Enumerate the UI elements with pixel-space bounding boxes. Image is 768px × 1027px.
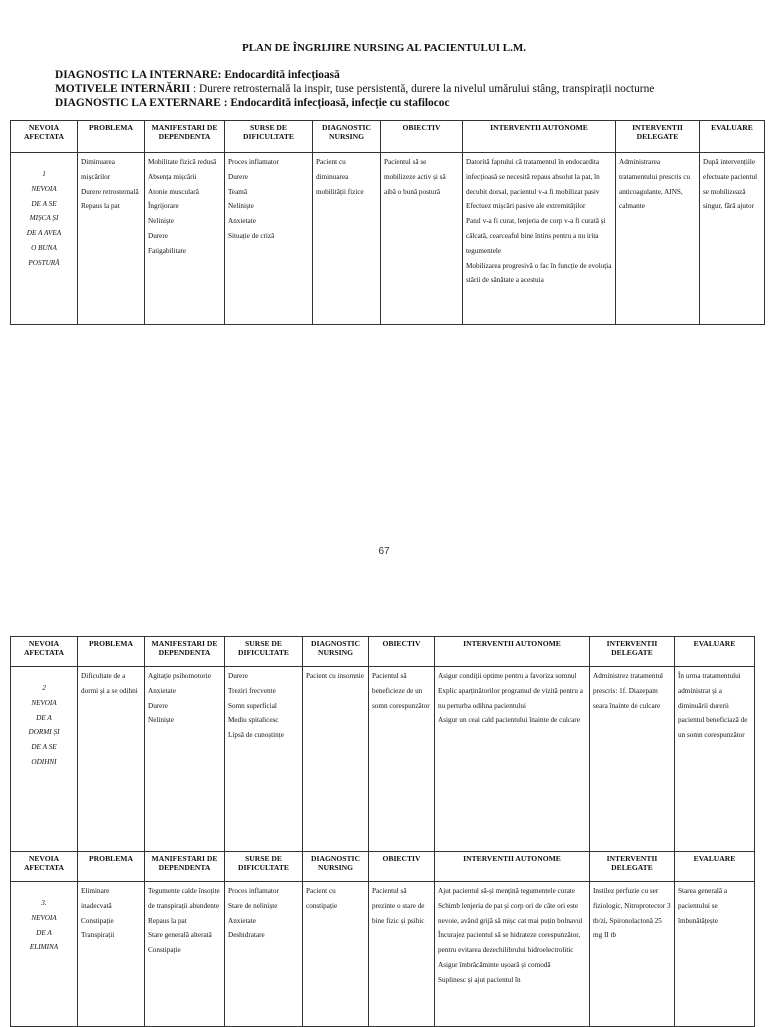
cell-line: Lipsă de cunoștințe (228, 731, 284, 740)
cell-line: Diminuarea mișcărilor (81, 158, 115, 181)
obiectiv-cell (369, 667, 435, 852)
col-header-nevoia: NEVOIA AFECTATA (11, 852, 78, 882)
diagnostic-internare-label: DIAGNOSTIC LA INTERNARE: (55, 69, 225, 81)
cell-line: Stare de neliniște (228, 901, 278, 910)
col-header-problema: PROBLEMA (78, 121, 145, 153)
diagnostic-internare (55, 68, 340, 82)
col-header-evaluare: EVALUARE (700, 121, 765, 153)
cell-line: ODIHNI (31, 757, 57, 766)
cell-line: DE A SE (31, 199, 57, 208)
col-header-autonome: INTERVENTII AUTONOME (435, 637, 590, 667)
cell-line: Constipație (148, 946, 181, 955)
cell-line: Deshidratare (228, 931, 265, 940)
diagnostic-internare-value: Endocardită infecțioasă (224, 69, 340, 81)
table-header-row (11, 121, 765, 153)
cell-line: Constipație (81, 916, 114, 925)
cell-line: NEVOIA (31, 913, 57, 922)
delegate-cell (616, 153, 700, 325)
cell-line: POSTURĂ (28, 258, 60, 267)
cell-line: Starea generală a pacientului se îmbunătățește (678, 887, 728, 925)
obiectiv-cell (381, 153, 463, 325)
cell-line: DE A (36, 713, 52, 722)
evaluare-cell (675, 882, 755, 1027)
cell-line: Îngrijorare (148, 202, 179, 211)
cell-line: Suplinesc și ajut pacientul în (438, 975, 521, 984)
motivele-internarii (55, 82, 654, 96)
table-header-row (11, 852, 755, 882)
nevoia-cell (11, 667, 78, 852)
cell-line: ELIMINA (29, 943, 59, 952)
cell-line: Asigur condiții optime pentru a favoriza somnul (438, 672, 577, 680)
nevoia-cell (11, 153, 78, 325)
surse-cell (225, 153, 313, 325)
col-header-surse: SURSE DE DIFICULTATE (225, 852, 303, 882)
cell-line: Asigur îmbrăcăminte ușoară și comodă (438, 960, 551, 969)
cell-line: Asigur un ceai cald pacientului înainte de culcare (438, 716, 580, 725)
cell-line: Pacient cu diminuarea mobilității fizice (316, 158, 364, 196)
autonome-cell (435, 667, 590, 852)
cell-line: Schimb lenjeria de pat și corp ori de câte ori este nevoie, având grijă să mișc cat mai puțin bolnavul (438, 901, 583, 925)
cell-line: După intervențiile efectuate pacientul se mobilizează singur, fără ajutor (703, 158, 758, 211)
table-row (11, 667, 755, 852)
cell-line: Anxietate (148, 686, 176, 695)
cell-line: Pacientul să prezinte o stare de bine fizic și psihic (372, 887, 425, 925)
cell-line: Proces inflamator (228, 158, 279, 166)
col-header-autonome: INTERVENTII AUTONOME (463, 121, 616, 153)
cell-line: Neliniște (148, 716, 174, 725)
cell-line: Încurajez pacientul să se hidrateze corespunzător, pentru evitarea dezechilibrului hidroelectrolitic (438, 931, 581, 955)
cell-line: Durere (228, 672, 248, 680)
cell-line: Agitație psihomotorie (148, 672, 211, 680)
cell-line: Instilez perfuzie cu ser fiziologic, Nitroprotector 3 tb/zi, Spironolactonă 25 mg II tb (593, 887, 671, 940)
cell-line: Efectuez mișcări pasive ale extremităților (466, 202, 586, 211)
cell-line: Pacientul să se mobilizeze activ și să aibă o bună postură (384, 158, 446, 196)
cell-line: DE A SE (31, 743, 57, 752)
nevoia-cell (11, 882, 78, 1027)
surse-cell (225, 882, 303, 1027)
cell-line: Fatigabilitate (148, 246, 186, 255)
autonome-cell (435, 882, 590, 1027)
motivele-internarii-value: : Durere retrosternală la inspir, tuse persistentă, durere la nivelul umărului stâng, transpirații nocturne (190, 83, 655, 95)
evaluare-cell (700, 153, 765, 325)
table-row (11, 882, 755, 1027)
cell-line: Administrarea tratamentului prescris cu anticoagulante, AINS, calmante (619, 158, 691, 211)
col-header-problema: PROBLEMA (78, 852, 145, 882)
problema-cell (78, 667, 145, 852)
delegate-cell (590, 667, 675, 852)
col-header-diagnostic: DIAGNOSTIC NURSING (303, 852, 369, 882)
cell-line: Repaus la pat (148, 916, 187, 925)
cell-line: Patul v-a fi curat, lenjeria de corp v-a fi curată și călcată, cearceaful bine întins pentru a nu irita tegumentele (466, 217, 606, 255)
diagnostic-cell (303, 882, 369, 1027)
cell-line: Tegumente calde însoțite de transpirații abundente (148, 887, 220, 910)
motivele-internarii-label: MOTIVELE INTERNĂRII (55, 83, 191, 95)
obiectiv-cell (369, 882, 435, 1027)
col-header-manifestari: MANIFESTARI DE DEPENDENTA (145, 637, 225, 667)
cell-line: Durere (148, 231, 168, 240)
cell-line: Administrez tratamentul prescris: 1f. Diazepam seara înainte de culcare (593, 672, 664, 710)
cell-line: Eliminare inadecvată (81, 887, 112, 910)
problema-cell (78, 882, 145, 1027)
col-header-obiectiv: OBIECTIV (369, 637, 435, 667)
cell-line: Neliniște (228, 202, 254, 211)
table-header-row (11, 637, 755, 667)
cell-line: Treziri frecvente (228, 686, 276, 695)
diagnostic-externare-label: DIAGNOSTIC LA EXTERNARE (55, 97, 221, 109)
col-header-problema: PROBLEMA (78, 637, 145, 667)
cell-line: Somn superficial (228, 701, 277, 710)
col-header-diagnostic: DIAGNOSTIC NURSING (303, 637, 369, 667)
cell-line: Dificultate de a dormi și a se odihni (81, 672, 138, 695)
col-header-evaluare: EVALUARE (675, 637, 755, 667)
evaluare-cell (675, 667, 755, 852)
diagnostic-externare-value: : Endocardită infecțioasă, infecție cu stafilococ (220, 97, 450, 109)
care-plan-table-1 (10, 120, 765, 325)
cell-line: Mobilizarea progresivă o fac în funcție de evoluția stării de sănătate a acestuia (466, 261, 612, 285)
delegate-cell (590, 882, 675, 1027)
cell-line: Absența mișcării (148, 172, 197, 181)
manifestari-cell (145, 667, 225, 852)
cell-line: Stare generală alterată (148, 931, 212, 940)
cell-line: MIȘCA ȘI (29, 214, 59, 223)
cell-line: DE A AVEA (26, 229, 62, 238)
cell-line: Pacient cu insomnie (306, 672, 364, 680)
cell-line: Durere retrosternală (81, 187, 139, 196)
cell-line: NEVOIA (31, 698, 57, 707)
col-header-manifestari: MANIFESTARI DE DEPENDENTA (145, 852, 225, 882)
cell-line: Transpirații (81, 931, 115, 940)
cell-line: Anxietate (228, 217, 256, 226)
col-header-autonome: INTERVENTII AUTONOME (435, 852, 590, 882)
cell-line: Datorită faptului că tratamentul în endocardita infecțioasă se necesită repaus absolut la pat, în decubit dorsal, pacientul v-a fi mobilizat pasiv (466, 158, 600, 196)
cell-line: 2 (42, 684, 46, 692)
manifestari-cell (145, 153, 225, 325)
col-header-evaluare: EVALUARE (675, 852, 755, 882)
diagnostic-cell (313, 153, 381, 325)
diagnostic-cell (303, 667, 369, 852)
cell-line: Atonie musculară (148, 187, 199, 196)
cell-line: Situație de criză (228, 231, 275, 240)
cell-line: Durere (228, 172, 248, 181)
col-header-nevoia: NEVOIA AFECTATA (11, 637, 78, 667)
page-number: 67 (378, 546, 390, 557)
manifestari-cell (145, 882, 225, 1027)
cell-line: O BUNA (31, 243, 57, 252)
cell-line: Proces inflamator (228, 887, 279, 895)
autonome-cell (463, 153, 616, 325)
surse-cell (225, 667, 303, 852)
col-header-delegate: INTERVENTII DELEGATE (616, 121, 700, 153)
col-header-diagnostic: DIAGNOSTIC NURSING (313, 121, 381, 153)
col-header-delegate: INTERVENTII DELEGATE (590, 852, 675, 882)
col-header-obiectiv: OBIECTIV (369, 852, 435, 882)
diagnostic-externare (55, 96, 450, 110)
cell-line: Mediu spitalicesc (228, 716, 279, 725)
cell-line: Ajut pacientul să-și mențină tegumentele curate (438, 887, 576, 895)
cell-line: Mobilitate fizică redusă (148, 158, 217, 166)
cell-line: Pacient cu constipație (306, 887, 338, 910)
cell-line: DORMI ȘI (28, 728, 60, 737)
document-title: PLAN DE ÎNGRIJIRE NURSING AL PACIENTULUI L.M. (241, 42, 526, 54)
problema-cell (78, 153, 145, 325)
col-header-obiectiv: OBIECTIV (381, 121, 463, 153)
cell-line: DE A (36, 928, 52, 937)
col-header-delegate: INTERVENTII DELEGATE (590, 637, 675, 667)
cell-line: Durere (148, 701, 168, 710)
col-header-surse: SURSE DE DIFICULTATE (225, 637, 303, 667)
col-header-nevoia: NEVOIA AFECTATA (11, 121, 78, 153)
cell-line: Neliniște (148, 217, 174, 226)
cell-line: Pacientul să beneficieze de un somn corespunzător (372, 672, 430, 710)
cell-line: 1 (42, 170, 46, 178)
cell-line: Explic aparținătorilor programul de vizită pentru a nu perturba odihna pacientului (438, 686, 583, 710)
cell-line: Anxietate (228, 916, 256, 925)
col-header-surse: SURSE DE DIFICULTATE (225, 121, 313, 153)
cell-line: 3. (41, 899, 47, 907)
table-row (11, 153, 765, 325)
cell-line: NEVOIA (31, 184, 57, 193)
cell-line: Repaus la pat (81, 202, 120, 211)
care-plan-table-2 (10, 636, 755, 1027)
cell-line: Teamă (228, 187, 248, 196)
col-header-manifestari: MANIFESTARI DE DEPENDENTA (145, 121, 225, 153)
cell-line: În urma tratamentului administrat și a diminuării durerii pacientul beneficiază de un somn corespunzător (678, 672, 748, 740)
